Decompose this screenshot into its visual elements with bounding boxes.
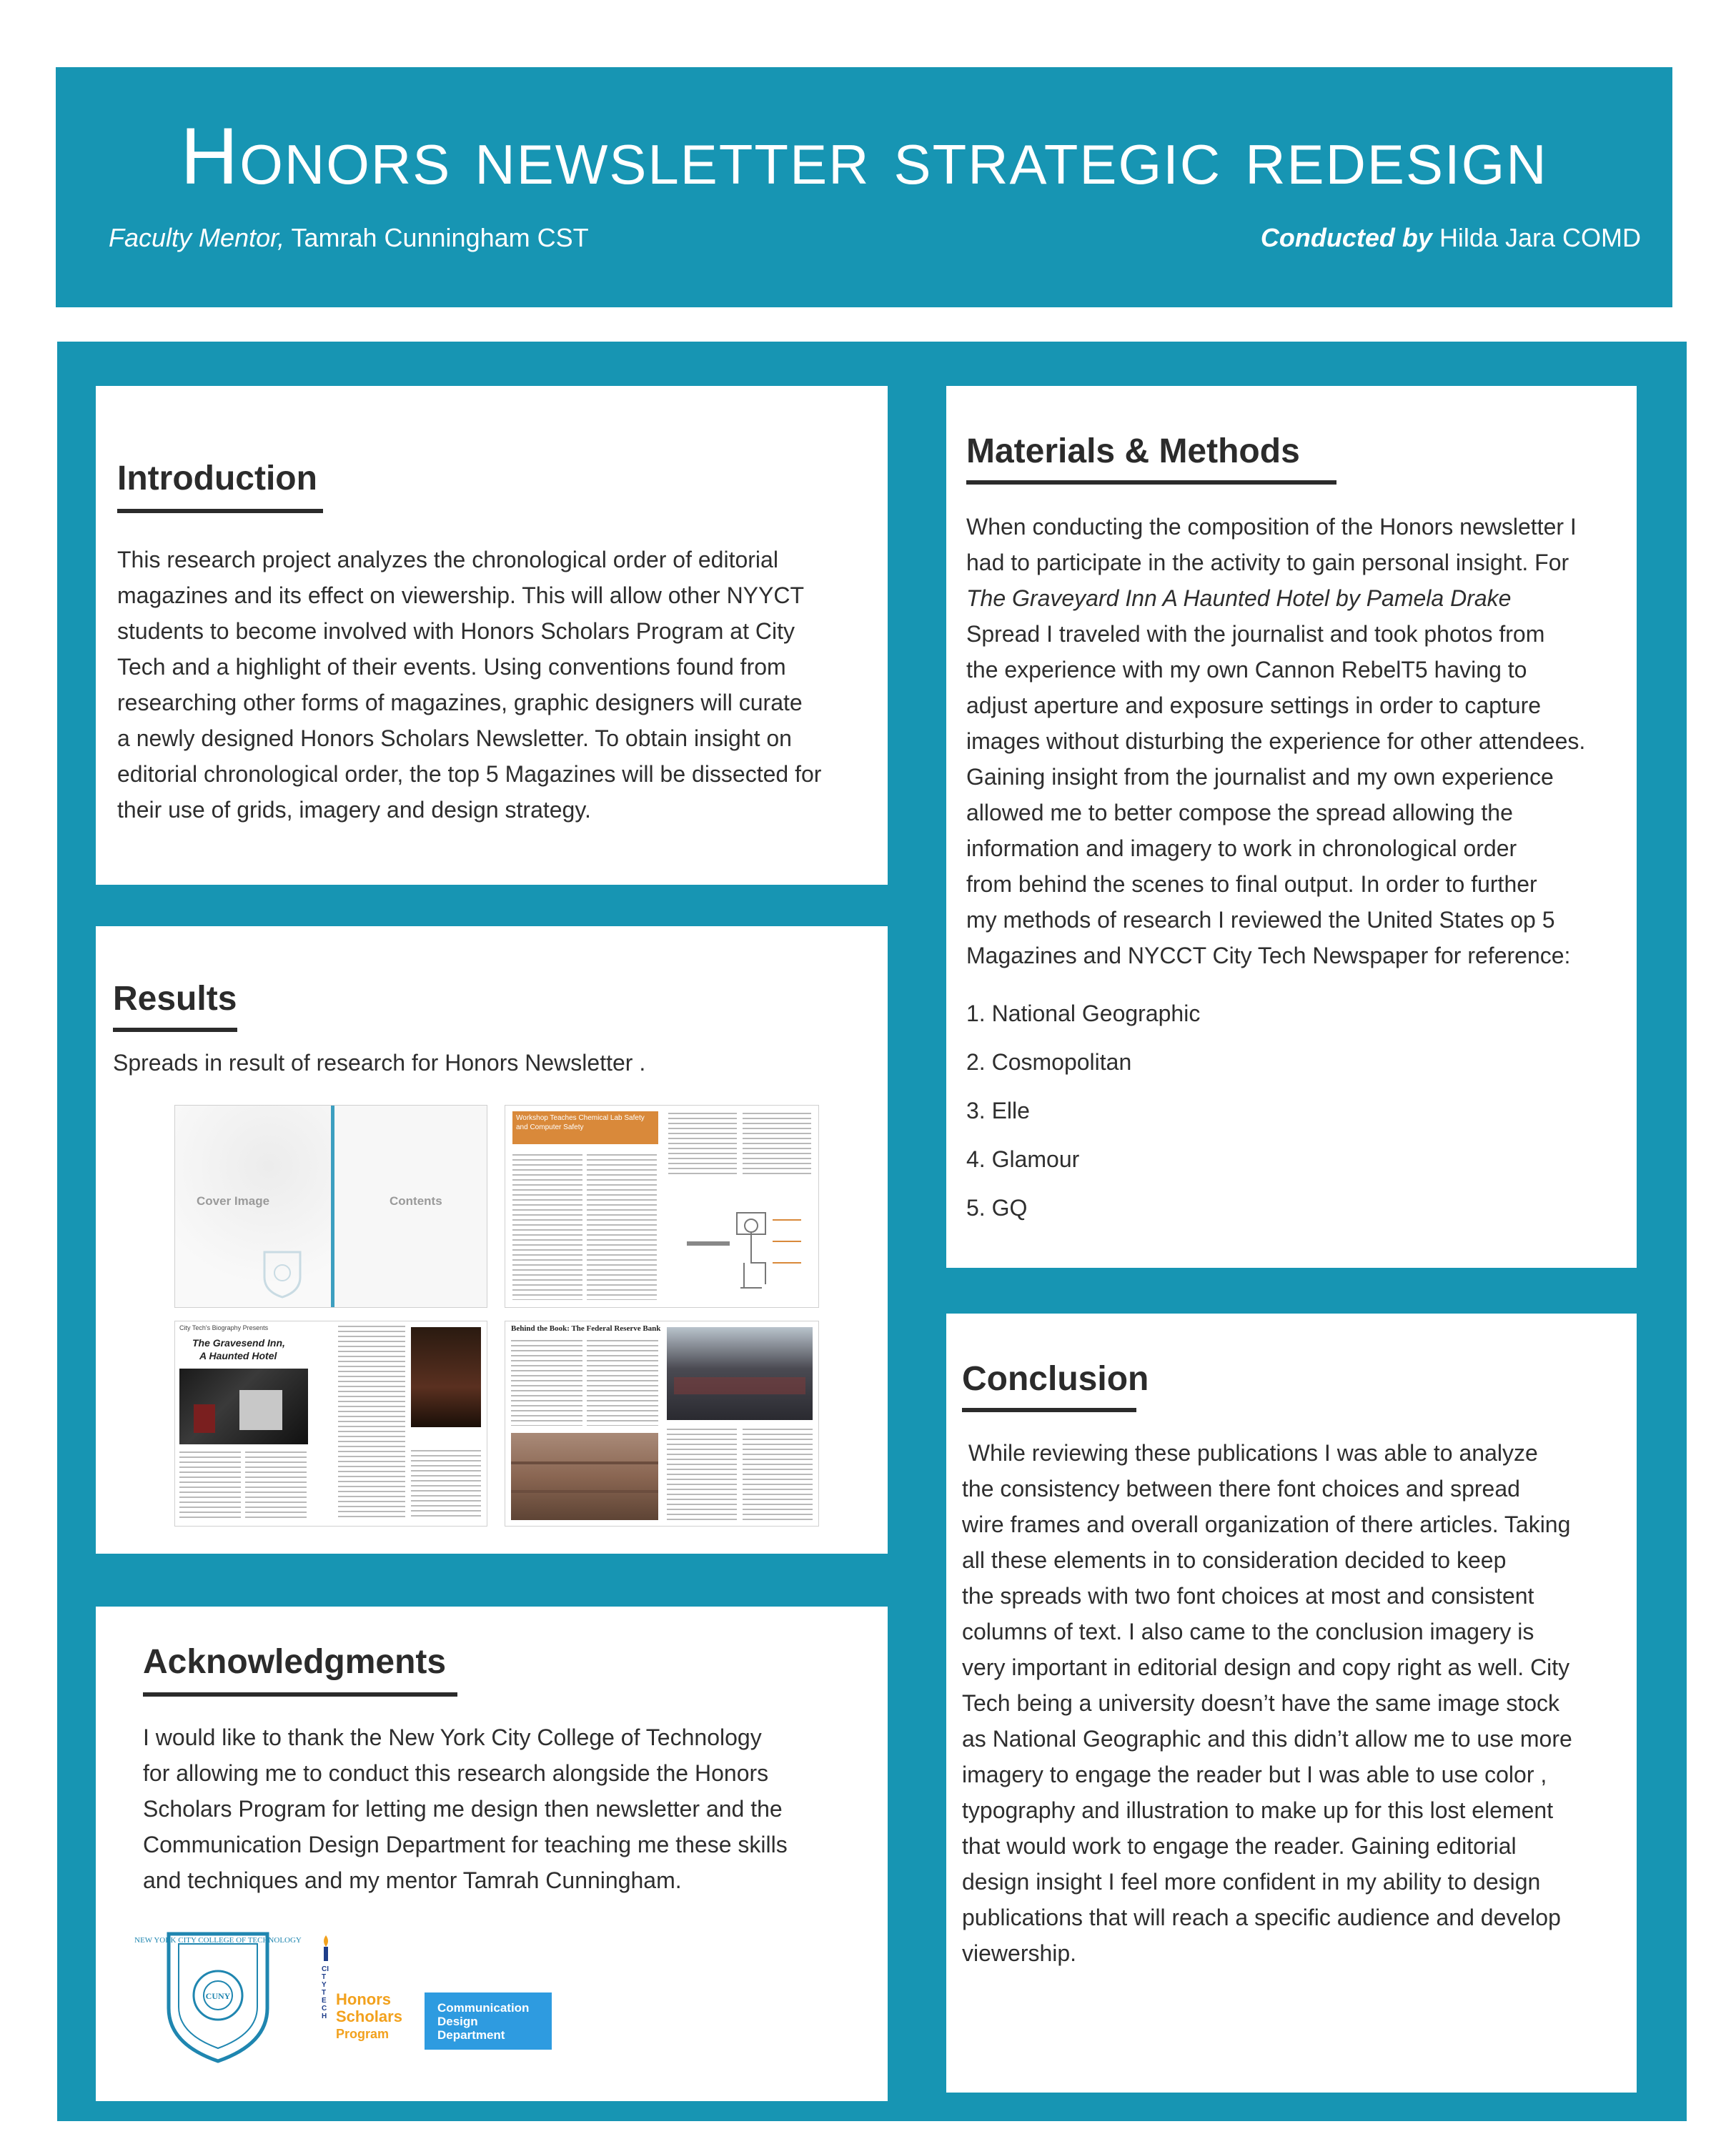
mentor-name: Tamrah Cunningham CST bbox=[291, 223, 589, 252]
text-line: that would work to engage the reader. Gaining editorial bbox=[962, 1833, 1517, 1859]
text-line: publications that will reach a specific audience and develop bbox=[962, 1905, 1561, 1930]
acknowledgments-rule bbox=[143, 1692, 457, 1697]
text-line: editorial chronological order, the top 5 Magazines will be dissected for bbox=[117, 761, 822, 787]
text-line: from behind the scenes to final output. In order to further bbox=[966, 871, 1537, 897]
honors-vertical-text: CITY TECH bbox=[322, 1965, 329, 2020]
contents-label: Contents bbox=[390, 1194, 442, 1208]
text-column bbox=[411, 1450, 481, 1520]
torch-icon bbox=[319, 1934, 333, 1962]
photo-detail bbox=[511, 1490, 658, 1493]
group-photo bbox=[667, 1327, 813, 1420]
text-column bbox=[587, 1154, 657, 1300]
materials-rule bbox=[966, 480, 1336, 485]
text-line: adjust aperture and exposure settings in order to capture bbox=[966, 693, 1542, 718]
text-column bbox=[511, 1340, 582, 1426]
acknowledgments-body bbox=[143, 1719, 788, 1898]
text-line: as National Geographic and this didn’t allow me to use more bbox=[962, 1726, 1572, 1752]
materials-body bbox=[966, 509, 1585, 973]
shield-watermark-icon bbox=[261, 1249, 304, 1300]
conducted-prefix: Conducted by bbox=[1260, 223, 1432, 252]
text-line: wire frames and overall organization of there articles. Taking bbox=[962, 1512, 1571, 1537]
acknowledgments-heading: Acknowledgments bbox=[143, 1643, 447, 1681]
honors-word: Scholars bbox=[336, 2007, 402, 2025]
text-line: Scholars Program for letting me design then newsletter and the bbox=[143, 1796, 783, 1822]
text-column bbox=[587, 1340, 658, 1426]
text-column bbox=[667, 1429, 737, 1520]
text-line: While reviewing these publications I was able to analyze bbox=[962, 1440, 1538, 1466]
comd-word: Department bbox=[437, 2028, 505, 2042]
text-column bbox=[179, 1451, 241, 1520]
materials-heading: Materials & Methods bbox=[966, 432, 1300, 470]
text-line: a newly designed Honors Scholars Newsletter. To obtain insight on bbox=[117, 725, 792, 751]
poster-header bbox=[56, 67, 1672, 307]
haunted-room-photo bbox=[179, 1369, 308, 1444]
costume-photo bbox=[411, 1327, 481, 1427]
photo-detail bbox=[194, 1404, 215, 1433]
conclusion-rule bbox=[962, 1408, 1136, 1412]
acknowledgments-panel bbox=[96, 1607, 888, 2101]
text-line: had to participate in the activity to gain personal insight. For bbox=[966, 550, 1569, 575]
nycct-shield-logo bbox=[134, 1930, 302, 2065]
spread-cover-contents bbox=[174, 1105, 487, 1308]
photo-detail bbox=[511, 1461, 658, 1464]
ergonomics-illustration bbox=[673, 1191, 808, 1299]
honors-scholars-logo bbox=[314, 1934, 400, 2057]
results-caption: Spreads in result of research for Honors Newsletter . bbox=[113, 1050, 646, 1076]
text-line: the consistency between there font choices and spread bbox=[962, 1476, 1520, 1502]
text-line: very important in editorial design and copy right as well. City bbox=[962, 1654, 1570, 1680]
spine-bar bbox=[331, 1106, 334, 1307]
results-heading: Results bbox=[113, 980, 237, 1018]
text-line: typography and illustration to make up for this lost element bbox=[962, 1797, 1554, 1823]
conclusion-heading: Conclusion bbox=[962, 1360, 1149, 1398]
text-column bbox=[668, 1113, 737, 1177]
text-line: images without disturbing the experience for other attendees. bbox=[966, 728, 1586, 754]
text-column bbox=[245, 1451, 307, 1520]
materials-methods-panel bbox=[946, 386, 1637, 1268]
spread-workshop bbox=[505, 1105, 819, 1308]
text-line: students to become involved with Honors Scholars Program at City bbox=[117, 618, 795, 644]
comd-wordmark bbox=[437, 2001, 529, 2042]
introduction-body bbox=[117, 542, 821, 828]
gravesend-headline-2: A Haunted Hotel bbox=[199, 1350, 277, 1361]
list-item: 5. GQ bbox=[966, 1195, 1028, 1221]
text-line: magazines and its effect on viewership. This will allow other NYYCT bbox=[117, 582, 805, 608]
text-column bbox=[743, 1429, 813, 1520]
results-rule bbox=[113, 1028, 237, 1032]
text-line: and techniques and my mentor Tamrah Cunningham. bbox=[143, 1867, 682, 1893]
conclusion-panel bbox=[946, 1314, 1637, 2093]
conclusion-body bbox=[962, 1435, 1572, 1971]
text-line: Tech being a university doesn’t have the same image stock bbox=[962, 1690, 1560, 1716]
spread-gravesend-inn bbox=[174, 1321, 487, 1527]
spread-federal-reserve bbox=[505, 1321, 819, 1527]
conducted-name: Hilda Jara COMD bbox=[1439, 223, 1641, 252]
honors-word: Program bbox=[336, 2027, 390, 2041]
magazine-list bbox=[966, 989, 1200, 1232]
comd-logo bbox=[425, 1992, 552, 2050]
text-line: Communication Design Department for teaching me these skills bbox=[143, 1832, 788, 1857]
text-line: This research project analyzes the chronological order of editorial bbox=[117, 547, 778, 572]
introduction-panel bbox=[96, 386, 888, 885]
results-panel bbox=[96, 926, 888, 1554]
text-column bbox=[338, 1326, 405, 1520]
list-item: 3. Elle bbox=[966, 1098, 1030, 1123]
list-item: 1. National Geographic bbox=[966, 1001, 1201, 1026]
photo-detail bbox=[239, 1390, 282, 1430]
conducted-by bbox=[1261, 223, 1641, 253]
text-line: information and imagery to work in chronological order bbox=[966, 835, 1517, 861]
federal-headline: Behind the Book: The Federal Reserve Bank bbox=[511, 1324, 661, 1333]
honors-word: Honors bbox=[336, 1990, 391, 2008]
comd-word: Communication bbox=[437, 2001, 530, 2015]
text-line: allowed me to better compose the spread allowing the bbox=[966, 800, 1513, 825]
text-column bbox=[743, 1113, 811, 1177]
honors-wordmark bbox=[336, 1991, 402, 2043]
gravesend-brand: City Tech's Biography Presents bbox=[179, 1324, 269, 1331]
text-line: The Graveyard Inn A Haunted Hotel by Pamela Drake bbox=[966, 585, 1512, 611]
list-item: 2. Cosmopolitan bbox=[966, 1049, 1132, 1075]
introduction-heading: Introduction bbox=[117, 460, 317, 497]
introduction-rule bbox=[117, 509, 323, 513]
photo-detail bbox=[674, 1377, 805, 1394]
workshop-headline: Workshop Teaches Chemical Lab Safety and Computer Safety bbox=[512, 1111, 658, 1144]
text-line: design insight I feel more confident in my ability to design bbox=[962, 1869, 1541, 1895]
faculty-mentor bbox=[109, 223, 589, 253]
text-line: researching other forms of magazines, graphic designers will curate bbox=[117, 690, 803, 715]
text-line: their use of grids, imagery and design strategy. bbox=[117, 797, 591, 823]
text-line: imagery to engage the reader but I was able to use color , bbox=[962, 1762, 1547, 1787]
cover-label: Cover Image bbox=[197, 1194, 270, 1208]
text-line: Tech and a highlight of their events. Using conventions found from bbox=[117, 654, 786, 680]
gravesend-headline-1: The Gravesend Inn, bbox=[192, 1337, 285, 1349]
list-item: 4. Glamour bbox=[966, 1146, 1080, 1172]
text-line: When conducting the composition of the Honors newsletter I bbox=[966, 514, 1577, 540]
nycct-mark-text: CUNY bbox=[205, 1991, 231, 2001]
text-column bbox=[512, 1154, 582, 1300]
poster-title: Honors newsletter strategic redesign bbox=[180, 111, 1548, 201]
nycct-ring-text: NEW YORK CITY COLLEGE OF TECHNOLOGY bbox=[134, 1936, 302, 1945]
text-line: Magazines and NYCCT City Tech Newspaper for reference: bbox=[966, 943, 1571, 968]
text-line: I would like to thank the New York City College of Technology bbox=[143, 1724, 762, 1750]
mentor-prefix: Faculty Mentor, bbox=[109, 223, 285, 252]
text-line: all these elements in to consideration decided to keep bbox=[962, 1547, 1507, 1573]
content-frame bbox=[57, 342, 1687, 2121]
comd-word: Design bbox=[437, 2015, 478, 2028]
text-line: Spread I traveled with the journalist and took photos from bbox=[966, 621, 1545, 647]
text-line: my methods of research I reviewed the United States op 5 bbox=[966, 907, 1555, 933]
text-line: for allowing me to conduct this research alongside the Honors bbox=[143, 1760, 769, 1786]
text-line: viewership. bbox=[962, 1940, 1077, 1966]
text-line: Gaining insight from the journalist and my own experience bbox=[966, 764, 1554, 790]
building-photo bbox=[511, 1433, 658, 1520]
text-line: columns of text. I also came to the conclusion imagery is bbox=[962, 1619, 1534, 1644]
text-line: the experience with my own Cannon RebelT5 having to bbox=[966, 657, 1527, 683]
text-line: the spreads with two font choices at most and consistent bbox=[962, 1583, 1534, 1609]
